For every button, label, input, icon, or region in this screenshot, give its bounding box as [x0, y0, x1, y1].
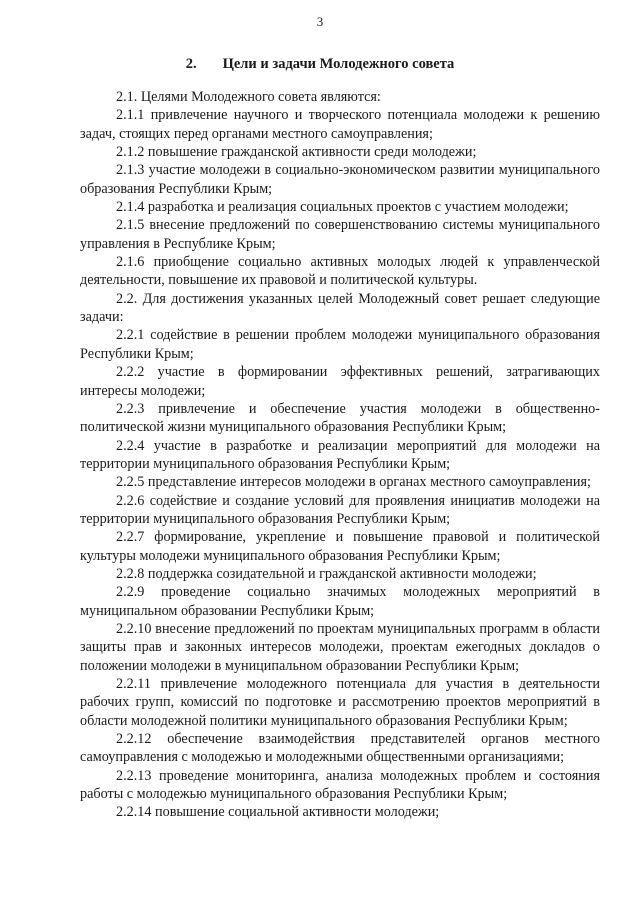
paragraph-2-1-6: 2.1.6 приобщение социально активных молодых людей к управленческой деятельности, повышение их правовой и политической культуры. [80, 254, 600, 289]
document-body [80, 88, 600, 822]
section-heading [0, 56, 640, 73]
paragraph-2-2-8: 2.2.8 поддержка созидательной и гражданской активности молодежи; [116, 565, 537, 582]
paragraph-2-1-5: 2.1.5 внесение предложений по совершенствованию системы муниципального управления в Республике Крым; [80, 217, 600, 252]
paragraph-2-2-1: 2.2.1 содействие в решении проблем молодежи муниципального образования Республики Крым; [80, 327, 600, 362]
paragraph-2-2-10: 2.2.10 внесение предложений по проектам муниципальных программ в области защиты прав и законных интересов молодежи, проектам ежегодных докладов о положении молодежи в муниципальном образовании Республики Крым; [80, 620, 600, 674]
paragraph-2-1: 2.1. Целями Молодежного совета являются: [116, 89, 381, 105]
paragraph-2-2-9: 2.2.9 проведение социально значимых молодежных мероприятий в муниципальном образовании Республики Крым; [80, 584, 600, 619]
paragraph-2-2-11: 2.2.11 привлечение молодежного потенциала для участия в деятельности рабочих групп, комиссий по подготовке и рассмотрению проектов мероприятий в области молодежной политики муниципального образования Республики Крым; [80, 676, 600, 729]
paragraph-2-1-1: 2.1.1 привлечение научного и творческого потенциала молодежи к решению задач, стоящих перед органами местного самоуправления; [80, 107, 600, 142]
paragraph-2-1-2: 2.1.2 повышение гражданской активности среди молодежи; [116, 144, 477, 161]
paragraph-2-2-6: 2.2.6 содействие и создание условий для проявления инициатив молодежи на территории муниципального образования Республики Крым; [80, 492, 600, 527]
paragraph-2-2-12: 2.2.12 обеспечение взаимодействия представителей органов местного самоуправления с молодежью и молодежными общественными организациями; [80, 731, 600, 766]
paragraph-2-1-4: 2.1.4 разработка и реализация социальных проектов с участием молодежи; [116, 199, 569, 216]
page-number: 3 [316, 14, 324, 29]
section-number: 2. [185, 56, 197, 72]
paragraph-2-2: 2.2. Для достижения указанных целей Молодежный совет решает следующие задачи: [80, 290, 600, 326]
paragraph-2-2-3: 2.2.3 привлечение и обеспечение участия молодежи в общественно-политической жизни муниципального образования Республики Крым; [80, 400, 600, 436]
paragraph-2-2-14: 2.2.14 повышение социальной активности молодежи; [116, 804, 440, 821]
paragraph-2-1-3: 2.1.3 участие молодежи в социально-экономическом развитии муниципального образования Республики Крым; [80, 162, 600, 197]
paragraph-2-2-7: 2.2.7 формирование, укрепление и повышение правовой и политической культуры молодежи муниципального образования Республики Крым; [80, 529, 600, 564]
paragraph-2-2-13: 2.2.13 проведение мониторинга, анализа молодежных проблем и состояния работы с молодежью муниципального образования Республики Крым; [80, 767, 600, 803]
paragraph-2-2-4: 2.2.4 участие в разработке и реализации мероприятий для молодежи на территории муниципального образования Республики Крым; [80, 437, 600, 472]
paragraph-2-2-2: 2.2.2 участие в формировании эффективных решений, затрагивающих интересы молодежи; [80, 364, 600, 399]
section-title: Цели и задачи Молодежного совета [222, 56, 455, 72]
paragraph-2-2-5: 2.2.5 представление интересов молодежи в органах местного самоуправления; [116, 474, 591, 491]
